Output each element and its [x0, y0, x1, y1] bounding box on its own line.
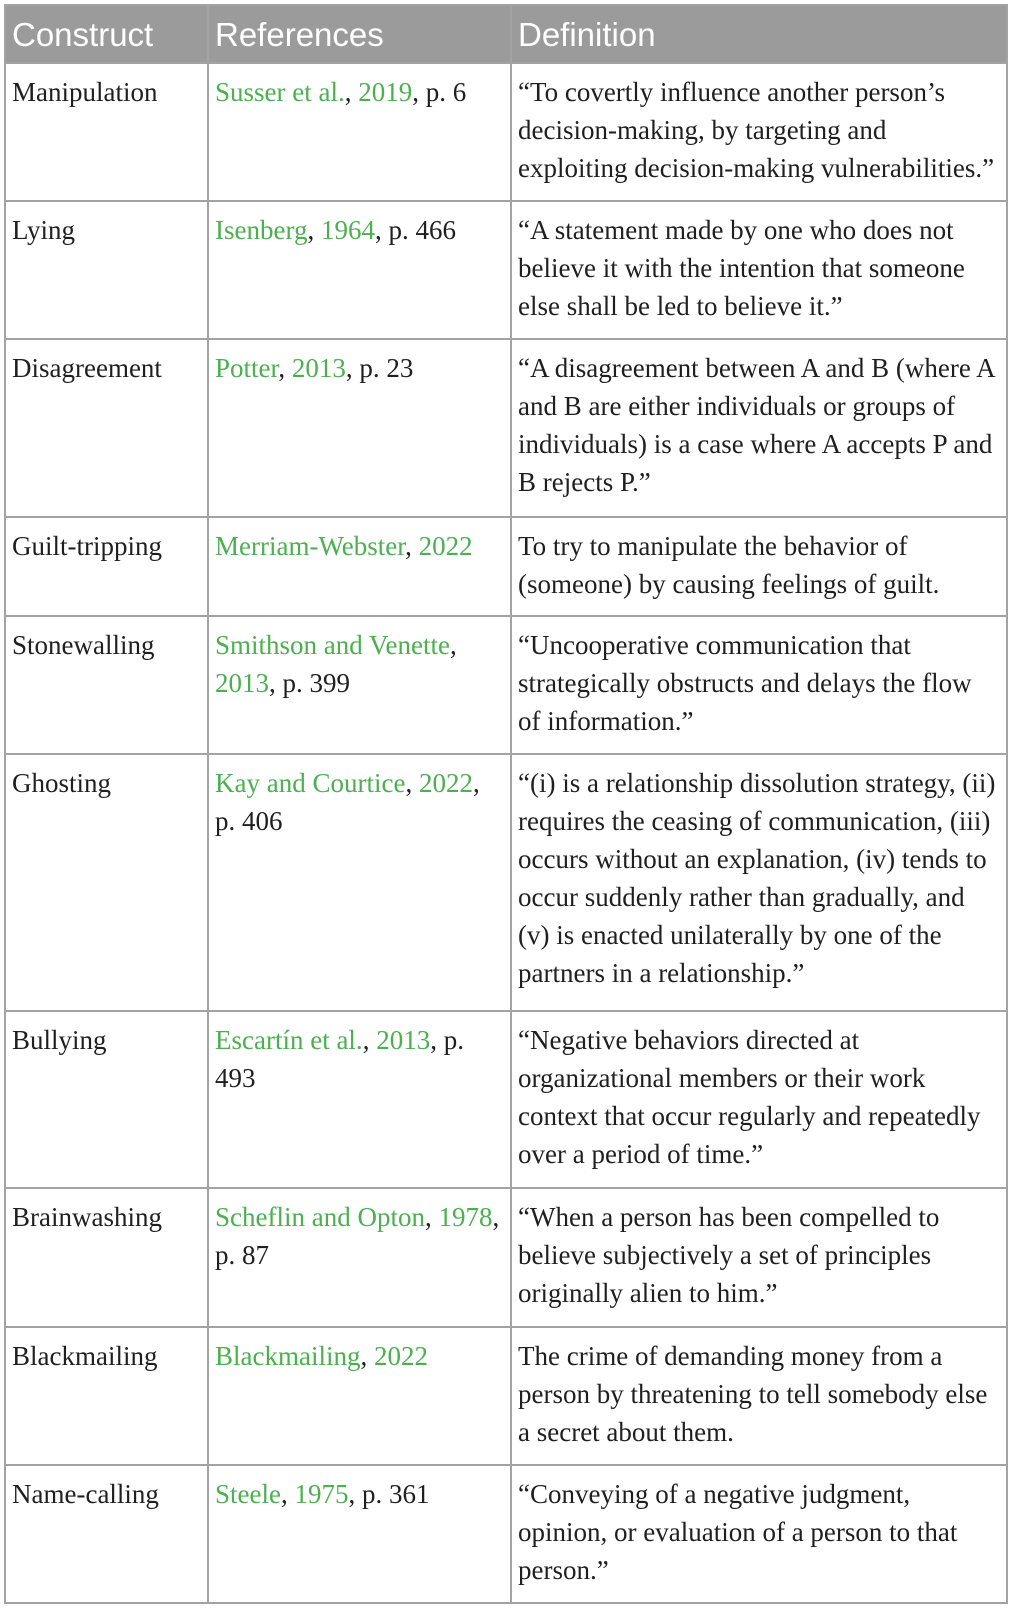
- construct-cell: Blackmailing: [5, 1327, 208, 1465]
- definition-cell: “A statement made by one who does not believe it with the intention that someone else shall be led to believe it.”: [511, 201, 1007, 339]
- reference-text: ,: [405, 768, 419, 798]
- reference-link[interactable]: Potter: [215, 353, 279, 384]
- reference-cell: [208, 339, 511, 517]
- table-row: [5, 1188, 1007, 1326]
- definition-cell: The crime of demanding money from a person by threatening to tell somebody else a secret about them.: [511, 1327, 1007, 1465]
- reference-text: , p. 399: [269, 667, 350, 698]
- reference-link[interactable]: 2022: [373, 1340, 428, 1371]
- reference-link[interactable]: Smithson and Venette: [215, 629, 450, 660]
- reference-link[interactable]: Kay and Courtice: [215, 768, 406, 798]
- reference-text: , p. 87: [215, 1202, 500, 1271]
- reference-link[interactable]: 1975: [294, 1478, 349, 1509]
- construct-cell: Bullying: [5, 1011, 208, 1189]
- reference-text: ,: [424, 1202, 439, 1233]
- reference-link[interactable]: Isenberg: [215, 215, 308, 246]
- reference-text: , p. 6: [412, 77, 467, 107]
- reference-cell: [208, 517, 511, 616]
- reference-text: , p. 466: [374, 215, 456, 246]
- reference-link[interactable]: 2013: [291, 353, 346, 384]
- reference-cell: [208, 1011, 511, 1189]
- reference-link[interactable]: Steele: [215, 1478, 281, 1509]
- reference-link[interactable]: 2013: [376, 1024, 431, 1055]
- reference-link[interactable]: 2022: [418, 531, 473, 562]
- reference-cell: [208, 1188, 511, 1326]
- definition-cell: “Negative behaviors directed at organizational members or their work context that occur regularly and repeatedly over a period of time.”: [511, 1011, 1007, 1189]
- definition-cell: To try to manipulate the behavior of (someone) by causing feelings of guilt.: [511, 517, 1007, 616]
- reference-cell: [208, 1465, 511, 1603]
- table-row: [5, 616, 1007, 754]
- reference-link[interactable]: Escartín et al.: [215, 1024, 363, 1055]
- definition-cell: “To covertly influence another person’s decision-making, by targeting and exploiting decision-making vulnerabilities.”: [511, 63, 1007, 201]
- reference-text: ,: [362, 1024, 377, 1055]
- reference-cell: [208, 616, 511, 754]
- reference-cell: [208, 754, 511, 1011]
- table-header: [5, 5, 1007, 63]
- header-row: [5, 5, 1007, 63]
- reference-text: , p. 406: [215, 768, 480, 836]
- reference-text: ,: [360, 1340, 374, 1371]
- construct-cell: Brainwashing: [5, 1188, 208, 1326]
- table-row: [5, 1327, 1007, 1465]
- reference-link[interactable]: Merriam-Webster: [215, 531, 406, 562]
- reference-text: , p. 361: [348, 1478, 430, 1509]
- reference-link[interactable]: 2013: [215, 667, 269, 698]
- reference-link[interactable]: 2019: [358, 77, 413, 107]
- reference-link[interactable]: Blackmailing: [215, 1340, 361, 1371]
- definition-cell: “Conveying of a negative judgment, opinion, or evaluation of a person to that person.”: [511, 1465, 1007, 1603]
- reference-text: , p. 493: [215, 1024, 464, 1093]
- table-row: [5, 517, 1007, 616]
- reference-link[interactable]: Susser et al.: [215, 77, 345, 107]
- table-row: [5, 201, 1007, 339]
- reference-cell: [208, 201, 511, 339]
- reference-text: ,: [307, 215, 321, 246]
- header-references: References: [208, 5, 511, 63]
- reference-text: ,: [278, 353, 292, 384]
- reference-cell: [208, 1327, 511, 1465]
- reference-text: ,: [280, 1478, 295, 1509]
- reference-link[interactable]: Scheflin and Opton: [215, 1202, 425, 1233]
- constructs-table: [4, 4, 1008, 1604]
- reference-text: ,: [449, 629, 457, 660]
- reference-link[interactable]: 1964: [320, 215, 375, 246]
- table-row: [5, 754, 1007, 1011]
- construct-cell: Manipulation: [5, 63, 208, 201]
- definition-cell: “When a person has been compelled to believe subjectively a set of principles originally alien to him.”: [511, 1188, 1007, 1326]
- definition-cell: “Uncooperative communication that strategically obstructs and delays the flow of information.”: [511, 616, 1007, 754]
- construct-cell: Stonewalling: [5, 616, 208, 754]
- header-definition: Definition: [511, 5, 1007, 63]
- construct-cell: Guilt-tripping: [5, 517, 208, 616]
- reference-link[interactable]: 2022: [418, 768, 473, 798]
- definition-cell: “A disagreement between A and B (where A and B are either individuals or groups of individuals) is a case where A accepts P and B rejects P.”: [511, 339, 1007, 517]
- table-row: [5, 1011, 1007, 1189]
- table-row: [5, 339, 1007, 517]
- reference-link[interactable]: 1978: [438, 1202, 493, 1233]
- table-row: [5, 1465, 1007, 1603]
- header-construct: Construct: [5, 5, 208, 63]
- table-row: [5, 63, 1007, 201]
- reference-text: ,: [405, 531, 419, 562]
- construct-cell: Name-calling: [5, 1465, 208, 1603]
- table-body: [5, 63, 1007, 1603]
- construct-cell: Lying: [5, 201, 208, 339]
- construct-cell: Disagreement: [5, 339, 208, 517]
- construct-cell: Ghosting: [5, 754, 208, 1011]
- reference-text: , p. 23: [345, 353, 414, 384]
- reference-text: ,: [344, 77, 359, 107]
- definition-cell: “(i) is a relationship dissolution strategy, (ii) requires the ceasing of communication, (iii) occurs without an explanation, (iv) tends to occur suddenly rather than gradually, and (v) is enacted unilaterally by one of the partners in a relationship.”: [511, 754, 1007, 1011]
- reference-cell: [208, 63, 511, 201]
